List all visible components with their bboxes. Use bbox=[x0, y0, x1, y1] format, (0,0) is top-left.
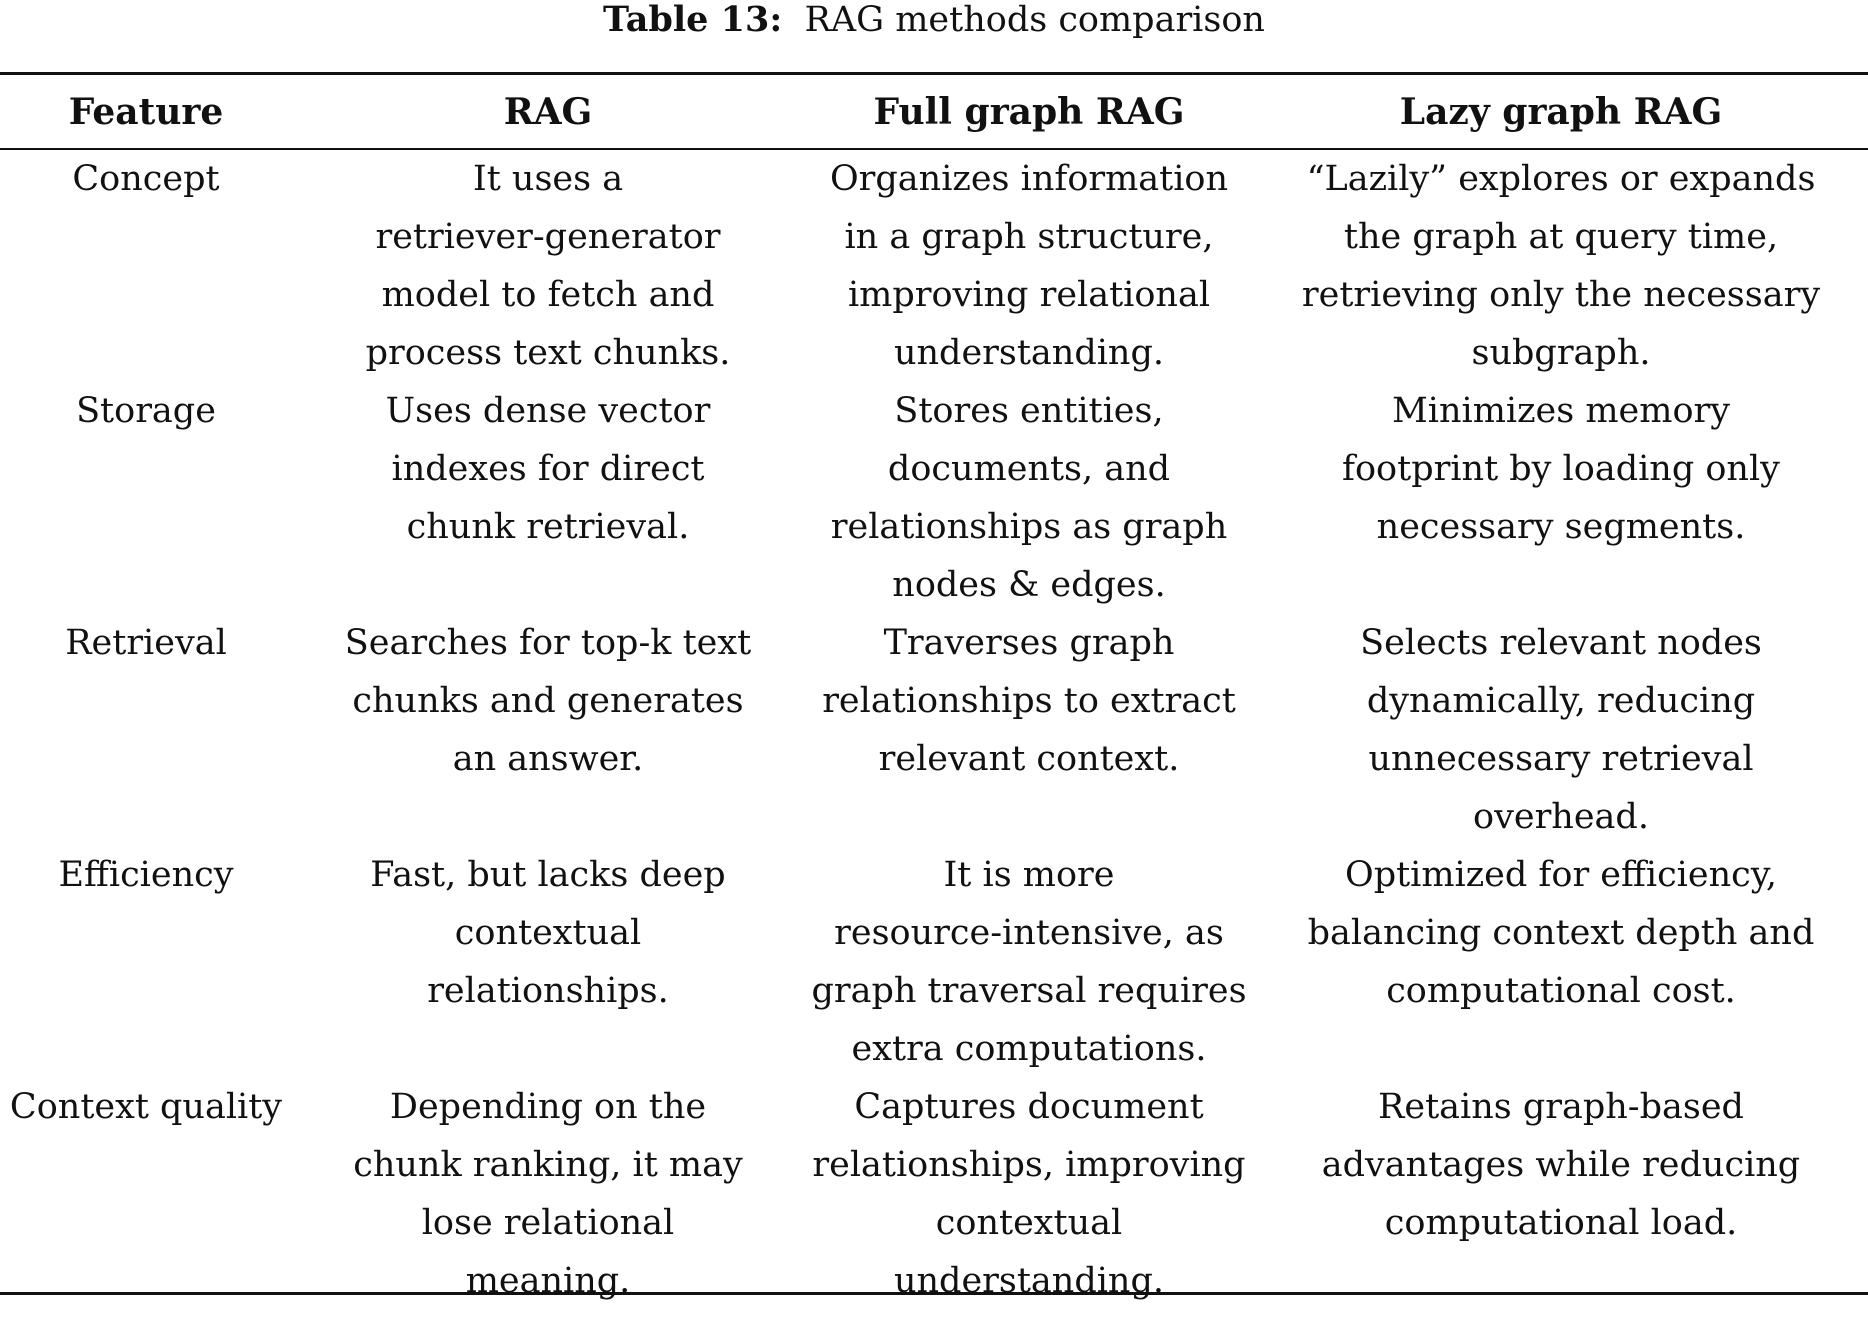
cell-text-line: relationships as graph bbox=[830, 507, 1228, 547]
lazy-graph-rag-cell bbox=[1254, 1078, 1868, 1310]
rag-cell bbox=[292, 1078, 804, 1310]
rag-cell bbox=[292, 614, 804, 846]
rag-cell bbox=[292, 846, 804, 1078]
cell-text-line: nodes & edges. bbox=[892, 565, 1166, 605]
rag-cell bbox=[292, 382, 804, 614]
header-rag: RAG bbox=[503, 90, 593, 133]
cell-text-line: chunk retrieval. bbox=[406, 507, 690, 547]
lazy-graph-rag-cell bbox=[1254, 614, 1868, 846]
header-feature: Feature bbox=[68, 90, 224, 133]
rag-cell bbox=[292, 148, 804, 382]
cell-text-line: overhead. bbox=[1473, 797, 1649, 837]
feature-cell: Storage bbox=[76, 391, 216, 431]
cell-text-line: improving relational bbox=[847, 275, 1211, 315]
cell-text-line: Searches for top-k text bbox=[344, 623, 752, 663]
cell-text-line: Fast, but lacks deep bbox=[370, 855, 726, 895]
cell-text-line: understanding. bbox=[893, 1261, 1165, 1301]
cell-text-line: extra computations. bbox=[851, 1029, 1207, 1069]
table-caption-text: RAG methods comparison bbox=[804, 0, 1265, 40]
cell-text-line: Selects relevant nodes bbox=[1360, 623, 1762, 663]
cell-text-line: “Lazily” explores or expands bbox=[1306, 159, 1816, 199]
cell-text-line: chunks and generates bbox=[352, 681, 744, 721]
header-full-graph-rag: Full graph RAG bbox=[873, 90, 1185, 133]
cell-text-line: contextual bbox=[454, 913, 642, 953]
cell-text-line: understanding. bbox=[893, 333, 1165, 373]
cell-text-line: balancing context depth and bbox=[1307, 913, 1815, 953]
cell-text-line: relationships. bbox=[427, 971, 669, 1011]
cell-text-line: contextual bbox=[935, 1203, 1123, 1243]
feature-cell: Concept bbox=[72, 159, 220, 199]
cell-text-line: It uses a bbox=[472, 159, 624, 199]
cell-text-line: graph traversal requires bbox=[811, 971, 1247, 1011]
header-lazy-graph-rag: Lazy graph RAG bbox=[1399, 90, 1723, 133]
cell-text-line: unnecessary retrieval bbox=[1368, 739, 1754, 779]
table-header bbox=[0, 75, 1868, 148]
feature-cell: Retrieval bbox=[65, 623, 227, 663]
table-row bbox=[0, 614, 1868, 846]
cell-text-line: in a graph structure, bbox=[844, 217, 1214, 257]
cell-text-line: subgraph. bbox=[1471, 333, 1651, 373]
cell-text-line: retriever-generator bbox=[375, 217, 721, 257]
lazy-graph-rag-cell bbox=[1254, 382, 1868, 614]
cell-text-line: relationships, improving bbox=[812, 1145, 1246, 1185]
cell-text-line: Retains graph-based bbox=[1378, 1087, 1744, 1127]
cell-text-line: relationships to extract bbox=[822, 681, 1236, 721]
full-graph-rag-cell bbox=[804, 846, 1254, 1078]
table-caption bbox=[0, 0, 1868, 44]
cell-text-line: the graph at query time, bbox=[1343, 217, 1779, 257]
table-body bbox=[0, 148, 1868, 1310]
cell-text-line: footprint by loading only bbox=[1342, 449, 1780, 489]
full-graph-rag-cell bbox=[804, 148, 1254, 382]
lazy-graph-rag-cell bbox=[1254, 846, 1868, 1078]
cell-text-line: Organizes information bbox=[829, 159, 1229, 199]
full-graph-rag-cell bbox=[804, 382, 1254, 614]
cell-text-line: Uses dense vector bbox=[385, 391, 711, 431]
cell-text-line: retrieving only the necessary bbox=[1301, 275, 1821, 315]
table-row bbox=[0, 382, 1868, 614]
cell-text-line: model to fetch and bbox=[381, 275, 715, 315]
cell-text-line: relevant context. bbox=[878, 739, 1180, 779]
full-graph-rag-cell bbox=[804, 1078, 1254, 1310]
table-row bbox=[0, 846, 1868, 1078]
cell-text-line: advantages while reducing bbox=[1321, 1145, 1801, 1185]
cell-text-line: documents, and bbox=[887, 449, 1171, 489]
cell-text-line: Captures document bbox=[854, 1087, 1204, 1127]
feature-cell: Context quality bbox=[9, 1087, 283, 1127]
cell-text-line: Stores entities, bbox=[894, 391, 1164, 431]
cell-text-line: lose relational bbox=[421, 1203, 675, 1243]
caption-gap bbox=[782, 0, 804, 40]
cell-text-line: It is more bbox=[943, 855, 1115, 895]
table-caption-label: Table 13: bbox=[603, 0, 783, 40]
cell-text-line: Depending on the bbox=[389, 1087, 707, 1127]
cell-text-line: resource-intensive, as bbox=[834, 913, 1224, 953]
cell-text-line: computational load. bbox=[1384, 1203, 1738, 1243]
table-row bbox=[0, 1078, 1868, 1310]
cell-text-line: dynamically, reducing bbox=[1366, 681, 1756, 721]
lazy-graph-rag-cell bbox=[1254, 148, 1868, 382]
cell-text-line: meaning. bbox=[465, 1261, 631, 1301]
cell-text-line: chunk ranking, it may bbox=[353, 1145, 743, 1185]
cell-text-line: indexes for direct bbox=[391, 449, 705, 489]
cell-text-line: Traverses graph bbox=[883, 623, 1175, 663]
comparison-table bbox=[0, 75, 1868, 1310]
full-graph-rag-cell bbox=[804, 614, 1254, 846]
cell-text-line: process text chunks. bbox=[365, 333, 731, 373]
cell-text-line: Optimized for efficiency, bbox=[1345, 855, 1777, 895]
table-row bbox=[0, 148, 1868, 382]
cell-text-line: computational cost. bbox=[1386, 971, 1736, 1011]
cell-text-line: an answer. bbox=[452, 739, 644, 779]
header-row bbox=[0, 75, 1868, 148]
cell-text-line: necessary segments. bbox=[1376, 507, 1746, 547]
cell-text-line: Minimizes memory bbox=[1391, 391, 1731, 431]
feature-cell: Efficiency bbox=[58, 855, 234, 895]
